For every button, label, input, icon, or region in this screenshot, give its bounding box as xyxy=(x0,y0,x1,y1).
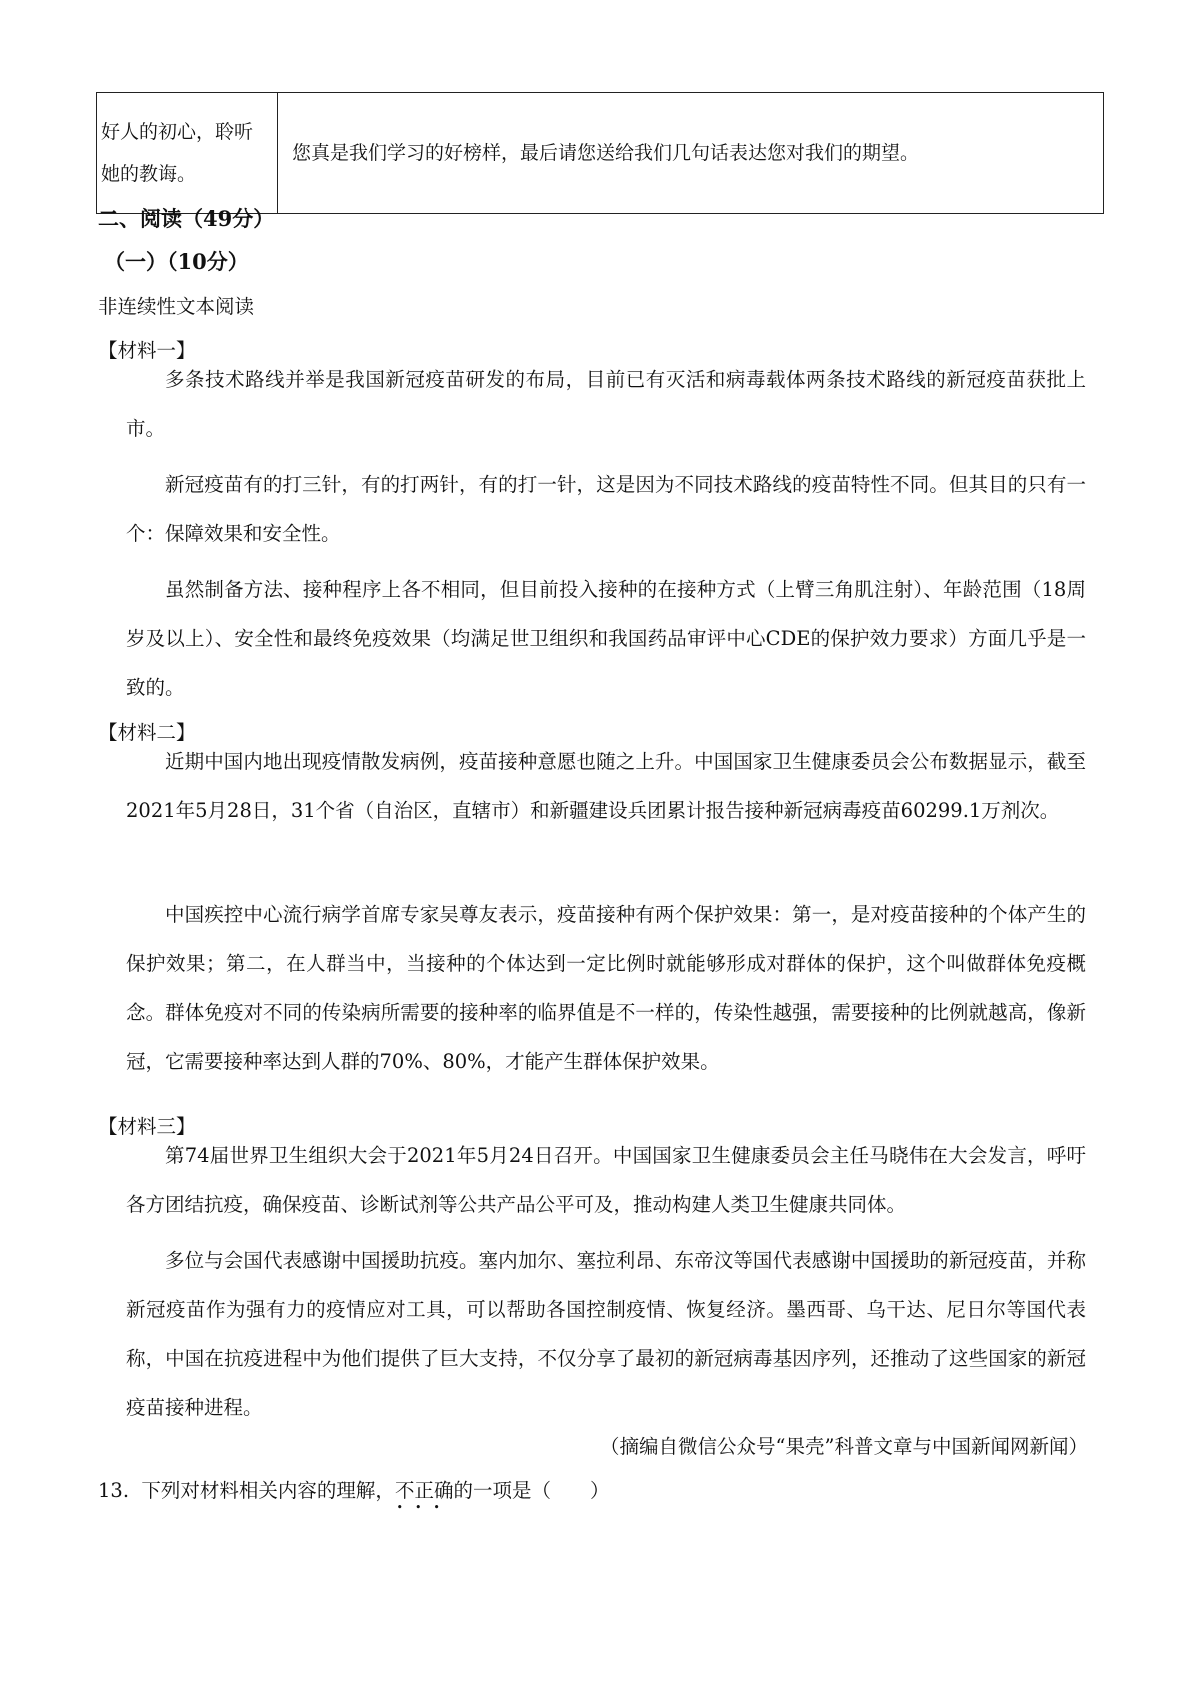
question-13 xyxy=(98,1476,610,1514)
section-title: 二、阅读（49分） xyxy=(98,206,275,231)
subsection-title: （一）（10分） xyxy=(104,249,249,274)
question-number: 13. xyxy=(98,1479,130,1502)
table-row xyxy=(97,93,1104,214)
material-2-paragraph-2: 中国疾控中心流行病学首席专家吴尊友表示，疫苗接种有两个保护效果：第一，是对疫苗接种的个体产生的保护效果；第二，在人群当中，当接种的个体达到一定比例时就能够形成对群体的保护，这个叫做群体免疫概念。群体免疫对不同的传染病所需要的接种率的临界值是不一样的，传染性越强，需要接种的比例就越高，像新冠，它需要接种率达到人群的70%、80%，才能产生群体保护效果。 xyxy=(126,903,1086,1073)
question-emphasis-text: 不正确 xyxy=(394,1479,454,1502)
material-1-paragraph-1: 多条技术路线并举是我国新冠疫苗研发的布局，目前已有灭活和病毒载体两条技术路线的新冠疫苗获批上市。 xyxy=(126,368,1086,440)
material-2-paragraph-1: 近期中国内地出现疫情散发病例，疫苗接种意愿也随之上升。中国国家卫生健康委员会公布数据显示，截至2021年5月28日，31个省（自治区，直辖市）和新疆建设兵团累计报告接种新冠病毒疫苗60299.1万剂次。 xyxy=(126,750,1086,822)
material-3-paragraph-2: 多位与会国代表感谢中国援助抗疫。塞内加尔、塞拉利昂、东帝汶等国代表感谢中国援助的新冠疫苗，并称新冠疫苗作为强有力的疫情应对工具，可以帮助各国控制疫情、恢复经济。墨西哥、乌干达、尼日尔等国代表称，中国在抗疫进程中为他们提供了巨大支持，不仅分享了最初的新冠病毒基因序列，还推动了这些国家的新冠疫苗接种进程。 xyxy=(126,1249,1086,1419)
material-2-label: 【材料二】 xyxy=(98,721,196,744)
question-text-before: 下列对材料相关内容的理解， xyxy=(141,1479,395,1502)
text-type-label: 非连续性文本阅读 xyxy=(98,295,255,318)
material-1-paragraph-2: 新冠疫苗有的打三针，有的打两针，有的打一针，这是因为不同技术路线的疫苗特性不同。但其目的只有一个：保障效果和安全性。 xyxy=(126,473,1086,545)
question-text-after: 的一项是（ ） xyxy=(453,1479,610,1502)
emphasis-dots: ••• xyxy=(396,1501,452,1514)
material-3-label: 【材料三】 xyxy=(98,1115,196,1138)
material-1-label: 【材料一】 xyxy=(98,339,196,362)
table-cell-right: 您真是我们学习的好榜样，最后请您送给我们几句话表达您对我们的期望。 xyxy=(278,93,1104,214)
material-3-paragraph-1: 第74届世界卫生组织大会于2021年5月24日召开。中国国家卫生健康委员会主任马晓伟在大会发言，呼吁各方团结抗疫，确保疫苗、诊断试剂等公共产品公平可及，推动构建人类卫生健康共同体。 xyxy=(126,1144,1086,1216)
interview-table xyxy=(96,92,1104,214)
question-emphasis xyxy=(394,1479,454,1514)
source-citation: （摘编自微信公众号“果壳”科普文章与中国新闻网新闻） xyxy=(600,1435,1088,1458)
table-cell-left: 好人的初心，聆听她的教诲。 xyxy=(97,93,278,214)
material-1-paragraph-3: 虽然制备方法、接种程序上各不相同，但目前投入接种的在接种方式（上臂三角肌注射）、年龄范围（18周岁及以上）、安全性和最终免疫效果（均满足世卫组织和我国药品审评中心CDE的保护效力要求）方面几乎是一致的。 xyxy=(126,578,1086,699)
